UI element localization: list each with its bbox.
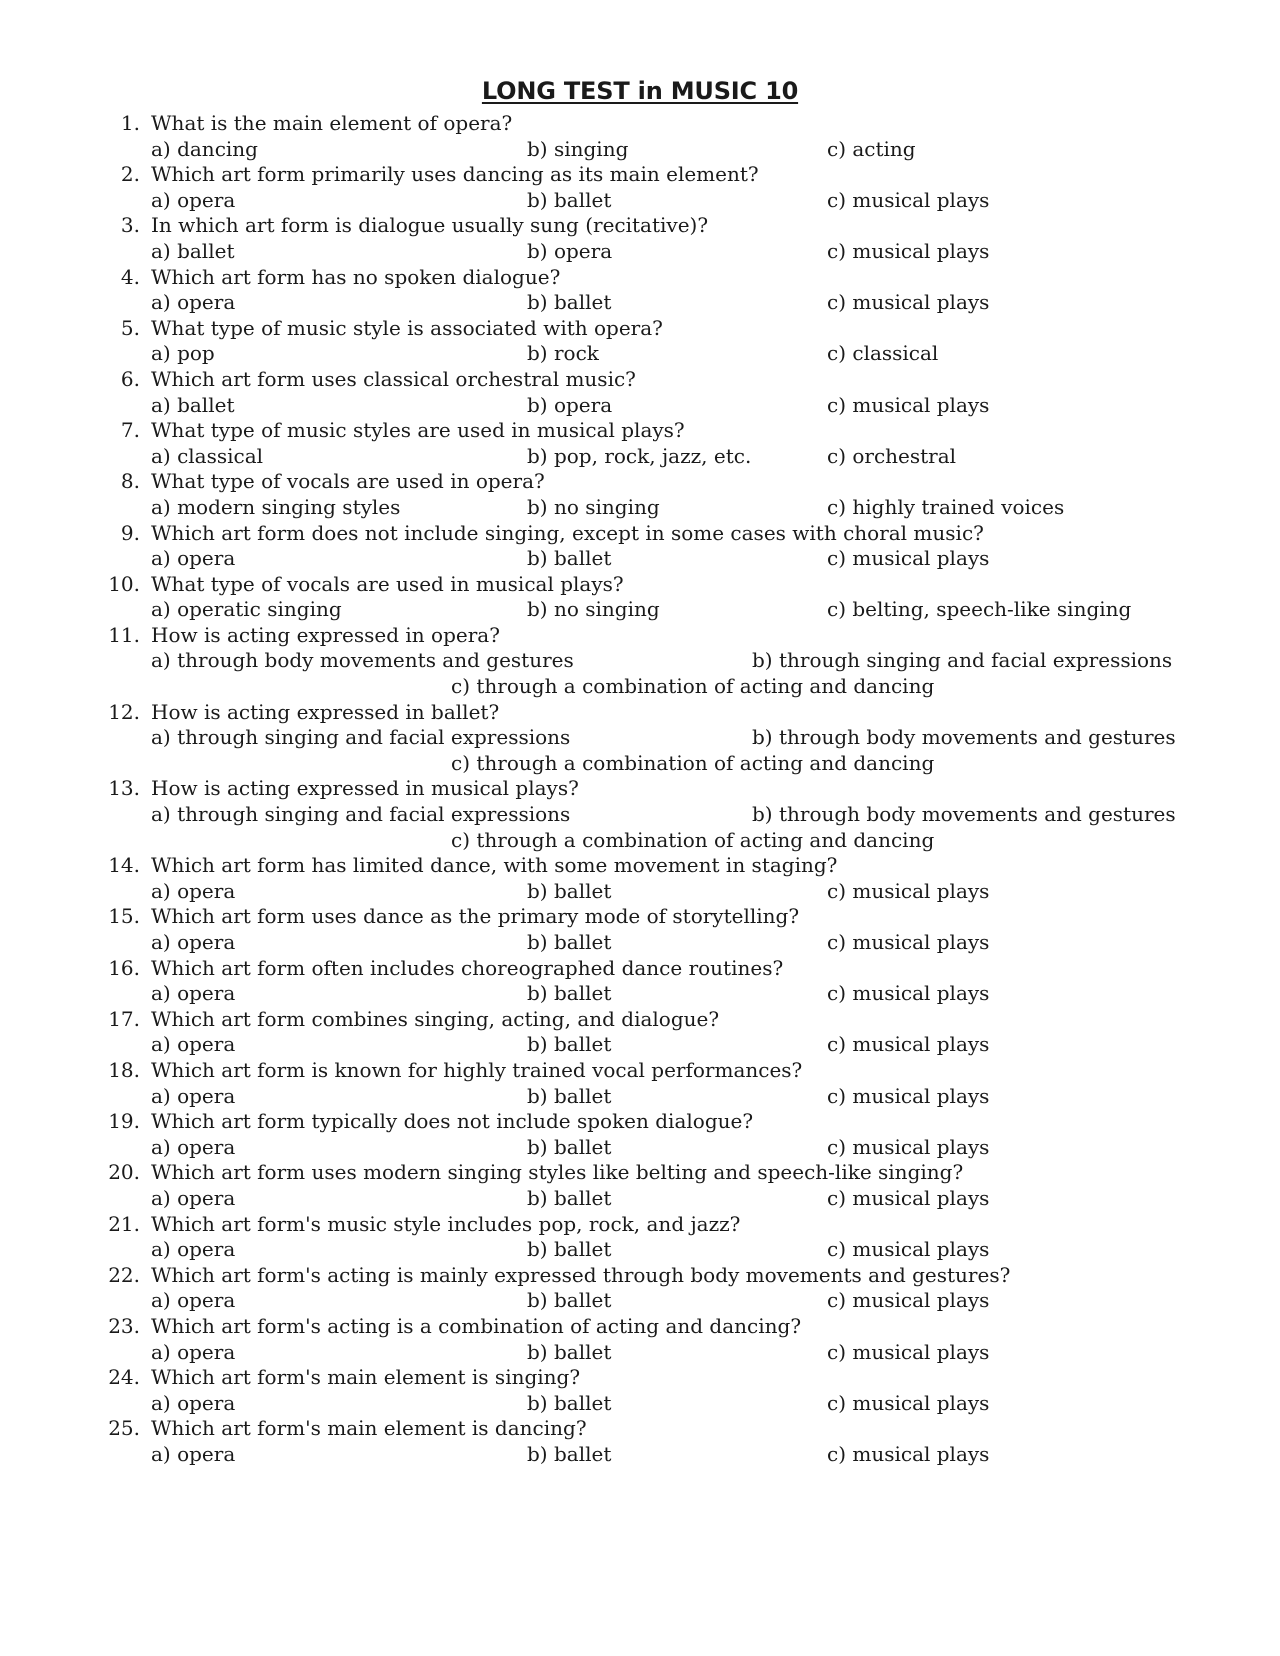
question-item [0,572,1280,623]
question-item [0,418,1280,469]
question-text: How is acting expressed in ballet? [151,699,500,724]
option-c: c) highly trained voices [827,494,1065,519]
option-c: c) through a combination of acting and dancing [451,827,935,852]
question-line [0,1314,1280,1340]
question-item [0,623,1280,700]
option-a: a) ballet [151,392,235,417]
question-number: 19. [108,1109,140,1134]
question-text: How is acting expressed in musical plays? [151,776,579,801]
question-text: Which art form's main element is singing? [151,1365,581,1390]
options-line [0,137,1280,163]
question-number: 25. [108,1416,140,1441]
question-line [0,700,1280,726]
option-b: b) ballet [527,546,612,571]
option-b: b) ballet [527,878,612,903]
question-number: 14. [108,853,140,878]
page-title: LONG TEST in MUSIC 10 [481,77,799,105]
option-b: b) pop, rock, jazz, etc. [527,443,752,468]
option-a: a) ballet [151,238,235,263]
question-number: 17. [108,1006,140,1031]
options-line [0,930,1280,956]
option-c: c) musical plays [827,930,990,954]
option-b: b) opera [527,238,613,263]
option-a: a) opera [151,1339,236,1364]
question-number: 5. [120,315,140,340]
question-line [0,1365,1280,1391]
question-text: Which art form combines singing, acting, and dialogue? [151,1006,720,1031]
option-c: c) musical plays [827,187,990,212]
question-item [0,367,1280,418]
option-b: b) ballet [527,1134,612,1159]
option-b: b) ballet [527,290,612,315]
option-a: a) opera [151,1032,236,1057]
option-b: b) through body movements and gestures [752,802,1176,827]
option-c: c) musical plays [827,1441,990,1466]
question-number: 11. [108,622,140,647]
option-b: b) singing [527,136,629,161]
question-item [0,213,1280,264]
option-c: c) musical plays [827,392,990,417]
question-number: 21. [108,1211,140,1236]
question-number: 4. [120,264,140,289]
question-item [0,162,1280,213]
question-text: What type of music style is associated with opera? [151,315,663,340]
option-a: a) classical [151,443,264,468]
option-b: b) opera [527,392,613,417]
question-item [0,700,1280,777]
option-a: a) opera [151,1134,236,1159]
question-item [0,1212,1280,1263]
question-line [0,1212,1280,1238]
option-a: a) opera [151,930,236,954]
question-number: 18. [108,1057,140,1082]
options-line [0,444,1280,470]
option-b: b) ballet [527,930,612,954]
option-b: b) ballet [527,1441,612,1466]
question-text: Which art form has no spoken dialogue? [151,264,561,289]
option-a: a) opera [151,1441,236,1466]
options-line [0,341,1280,367]
question-item [0,469,1280,520]
options-line [0,1084,1280,1110]
question-line [0,213,1280,239]
option-c: c) musical plays [827,1185,990,1210]
question-line [0,469,1280,495]
question-text: Which art form's music style includes pop, rock, and jazz? [151,1211,741,1236]
question-item [0,1365,1280,1416]
question-number: 13. [108,776,140,801]
option-b: b) ballet [527,1237,612,1262]
options-line [0,1288,1280,1314]
option-b: b) through singing and facial expressions [752,648,1173,673]
question-line [0,623,1280,649]
question-number: 8. [120,469,140,494]
question-text: What type of music styles are used in musical plays? [151,418,685,443]
question-item [0,1007,1280,1058]
question-number: 6. [120,366,140,391]
options-line [0,188,1280,214]
option-c: c) musical plays [827,878,990,903]
question-number: 22. [108,1262,140,1287]
question-line [0,1416,1280,1442]
option-c: c) musical plays [827,1083,990,1108]
question-text: How is acting expressed in opera? [151,622,500,647]
question-item [0,1314,1280,1365]
options-line [0,828,1280,854]
option-a: a) modern singing styles [151,494,401,519]
question-item [0,111,1280,162]
question-number: 9. [120,520,140,545]
question-item [0,1416,1280,1467]
option-b: b) through body movements and gestures [752,725,1176,750]
option-a: a) opera [151,1237,236,1262]
question-text: Which art form is known for highly trained vocal performances? [151,1057,803,1082]
question-item [0,956,1280,1007]
question-item [0,853,1280,904]
question-item [0,1058,1280,1109]
question-number: 12. [108,699,140,724]
option-c: c) musical plays [827,1032,990,1057]
question-line [0,853,1280,879]
option-c: c) musical plays [827,546,990,571]
option-c: c) belting, speech-like singing [827,597,1132,622]
option-b: b) ballet [527,1390,612,1415]
option-b: b) ballet [527,1083,612,1108]
question-list [0,111,1280,1467]
question-item [0,776,1280,853]
question-line [0,316,1280,342]
option-b: b) rock [527,341,599,366]
question-number: 15. [108,904,140,929]
question-line [0,904,1280,930]
question-text: What type of vocals are used in opera? [151,469,545,494]
option-a: a) operatic singing [151,597,342,622]
question-text: Which art form's main element is dancing? [151,1416,587,1441]
option-a: a) opera [151,981,236,1006]
option-c: c) musical plays [827,1288,990,1313]
option-b: b) ballet [527,1288,612,1313]
question-line [0,1007,1280,1033]
question-number: 10. [108,571,140,596]
option-b: b) no singing [527,597,660,622]
question-item [0,316,1280,367]
options-line [0,725,1280,751]
question-item [0,265,1280,316]
option-b: b) no singing [527,494,660,519]
question-number: 3. [120,213,140,238]
option-b: b) ballet [527,981,612,1006]
option-a: a) opera [151,1083,236,1108]
question-line [0,367,1280,393]
option-a: a) dancing [151,136,258,161]
question-text: Which art form does not include singing, except in some cases with choral music? [151,520,984,545]
question-text: Which art form uses dance as the primary mode of storytelling? [151,904,800,929]
question-text: In which art form is dialogue usually sung (recitative)? [151,213,709,238]
option-a: a) opera [151,546,236,571]
question-item [0,1160,1280,1211]
question-text: What type of vocals are used in musical plays? [151,571,624,596]
question-text: Which art form primarily uses dancing as its main element? [151,162,759,187]
option-a: a) pop [151,341,215,366]
option-c: c) musical plays [827,981,990,1006]
options-line [0,1032,1280,1058]
option-c: c) classical [827,341,939,366]
option-a: a) through singing and facial expressions [151,725,571,750]
option-c: c) musical plays [827,1134,990,1159]
question-number: 1. [120,111,140,135]
option-c: c) musical plays [827,1237,990,1262]
option-c: c) acting [827,136,916,161]
option-a: a) opera [151,878,236,903]
option-a: a) through body movements and gestures [151,648,574,673]
question-text: What is the main element of opera? [151,111,513,135]
question-line [0,265,1280,291]
option-c: c) through a combination of acting and dancing [451,674,935,699]
question-line [0,956,1280,982]
option-c: c) musical plays [827,290,990,315]
question-number: 23. [108,1313,140,1338]
option-a: a) opera [151,187,236,212]
options-line [0,879,1280,905]
options-line [0,1442,1280,1468]
question-item [0,904,1280,955]
options-line [0,393,1280,419]
question-line [0,521,1280,547]
question-text: Which art form's acting is mainly expressed through body movements and gestures? [151,1262,1011,1287]
options-line [0,1340,1280,1366]
question-line [0,111,1280,137]
option-c: c) orchestral [827,443,957,468]
option-b: b) ballet [527,1339,612,1364]
question-line [0,1263,1280,1289]
options-line [0,648,1280,674]
option-a: a) opera [151,1288,236,1313]
question-line [0,776,1280,802]
question-line [0,572,1280,598]
options-line [0,1135,1280,1161]
options-line [0,546,1280,572]
question-number: 20. [108,1160,140,1185]
question-number: 16. [108,955,140,980]
question-text: Which art form typically does not include spoken dialogue? [151,1109,754,1134]
question-item [0,1263,1280,1314]
option-c: c) musical plays [827,1390,990,1415]
question-line [0,1058,1280,1084]
options-line [0,1186,1280,1212]
options-line [0,802,1280,828]
question-item [0,1109,1280,1160]
option-c: c) musical plays [827,1339,990,1364]
question-item [0,521,1280,572]
options-line [0,597,1280,623]
question-text: Which art form's acting is a combination of acting and dancing? [151,1313,802,1338]
options-line [0,1237,1280,1263]
question-text: Which art form has limited dance, with some movement in staging? [151,853,838,878]
options-line [0,239,1280,265]
question-text: Which art form uses classical orchestral music? [151,366,636,391]
options-line [0,751,1280,777]
question-number: 7. [120,418,140,443]
option-a: a) opera [151,1185,236,1210]
question-text: Which art form often includes choreographed dance routines? [151,955,784,980]
option-b: b) ballet [527,187,612,212]
option-a: a) through singing and facial expressions [151,802,571,827]
question-number: 24. [108,1365,140,1390]
option-b: b) ballet [527,1185,612,1210]
question-text: Which art form uses modern singing styles like belting and speech-like singing? [151,1160,964,1185]
question-line [0,162,1280,188]
option-c: c) through a combination of acting and dancing [451,750,935,775]
question-number: 2. [120,162,140,187]
question-line [0,418,1280,444]
options-line [0,495,1280,521]
option-b: b) ballet [527,1032,612,1057]
options-line [0,1391,1280,1417]
question-line [0,1109,1280,1135]
option-a: a) opera [151,290,236,315]
options-line [0,674,1280,700]
options-line [0,290,1280,316]
option-a: a) opera [151,1390,236,1415]
options-line [0,981,1280,1007]
option-c: c) musical plays [827,238,990,263]
question-line [0,1160,1280,1186]
